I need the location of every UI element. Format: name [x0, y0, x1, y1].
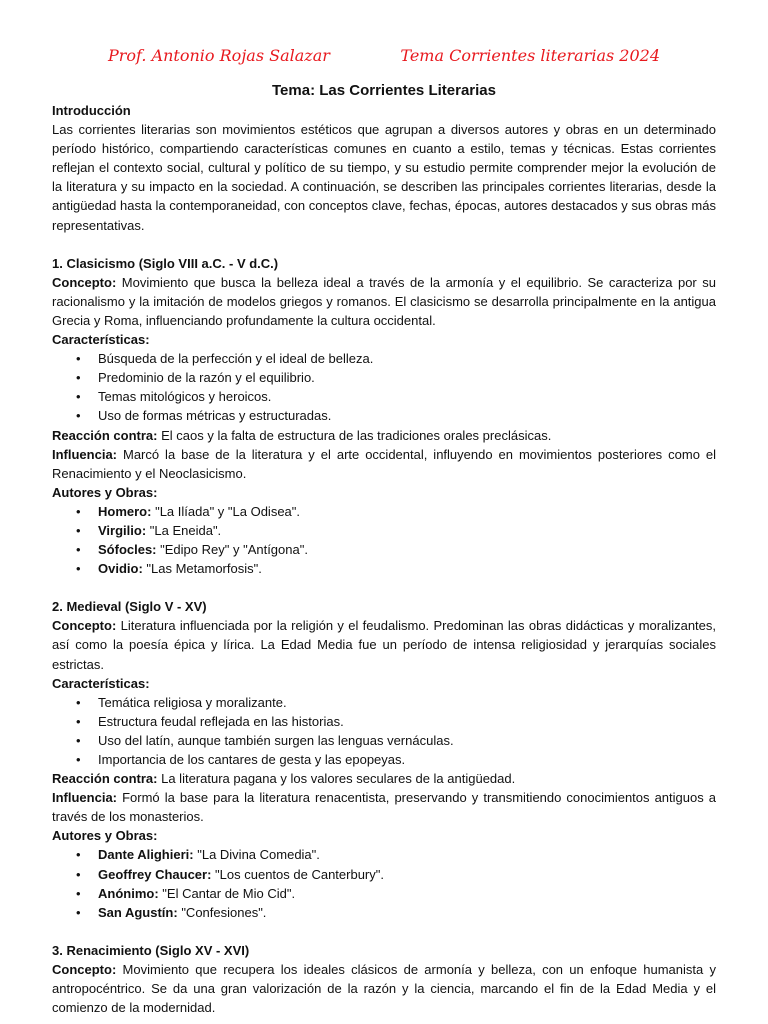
autores-list — [52, 502, 716, 578]
section-title: 2. Medieval (Siglo V - XV) — [52, 599, 207, 615]
list-item — [98, 865, 716, 884]
autores-list — [52, 845, 716, 921]
author-name: Geoffrey Chaucer: — [98, 866, 212, 882]
list-item — [98, 521, 716, 540]
list-item: • Estructura feudal reflejada en las historias. — [98, 712, 716, 731]
concepto-text: Movimiento que recupera los ideales clásicos de armonía y belleza, con un enfoque humanista y antropocéntrico. Se da una gran valorización de la razón y la ciencia, marcando el fin de la Edad Media y el comienzo de la modernidad. — [52, 961, 716, 1016]
author-works: "El Cantar de Mio Cid". — [162, 885, 296, 901]
concepto-paragraph — [52, 273, 716, 330]
author-works: "Confesiones". — [181, 904, 267, 920]
document-body — [52, 101, 716, 1017]
caracteristicas-label: Características: — [52, 332, 150, 348]
concepto-text: Literatura influenciada por la religión y el feudalismo. Predominan las obras didácticas y moralizantes, así como la poesía épica y lírica. La Edad Media fue un período de intensa religiosidad y jerarquías sociales estrictas. — [52, 618, 716, 672]
header-author: Prof. Antonio Rojas Salazar — [108, 46, 330, 65]
reaccion-label: Reacción contra: — [52, 427, 158, 443]
author-name: Ovidio: — [98, 561, 143, 577]
concepto-paragraph — [52, 616, 716, 673]
reaccion-paragraph — [52, 426, 716, 445]
influencia-text: Marcó la base de la literatura y el arte occidental, influyendo en movimientos posteriores como el Renacimiento y el Neoclasicismo. — [52, 446, 716, 481]
section-title: 3. Renacimiento (Siglo XV - XVI) — [52, 942, 250, 958]
list-item — [98, 903, 716, 922]
list-item — [98, 502, 716, 521]
author-works: "Las Metamorfosis". — [146, 561, 262, 577]
list-item: • Uso de formas métricas y estructuradas. — [98, 406, 716, 425]
influencia-text: Formó la base para la literatura renacentista, preservando y transmitiendo conocimientos antiguos a través de los monasterios. — [52, 790, 716, 825]
reaccion-paragraph — [52, 769, 716, 788]
list-item: • Predominio de la razón y el equilibrio. — [98, 368, 716, 387]
intro-heading: Introducción — [52, 103, 131, 118]
document-title: Tema: Las Corrientes Literarias — [272, 82, 496, 99]
author-works: "La Ilíada" y "La Odisea". — [155, 503, 301, 519]
caracteristicas-label: Características: — [52, 675, 150, 691]
concepto-label: Concepto: — [52, 274, 117, 290]
caracteristicas-list — [52, 349, 716, 425]
list-item — [98, 845, 716, 864]
author-name: Virgilio: — [98, 522, 147, 538]
concepto-paragraph — [52, 960, 716, 1017]
author-works: "La Eneida". — [149, 522, 222, 538]
page-header — [52, 46, 716, 76]
author-name: Sófocles: — [98, 542, 157, 558]
concepto-label: Concepto: — [52, 618, 117, 634]
list-item: • Temas mitológicos y heroicos. — [98, 387, 716, 406]
list-item — [98, 559, 716, 578]
author-name: Anónimo: — [98, 885, 159, 901]
influencia-label: Influencia: — [52, 446, 118, 462]
autores-label: Autores y Obras: — [52, 484, 158, 500]
list-item: • Búsqueda de la perfección y el ideal de belleza. — [98, 349, 716, 368]
influencia-paragraph — [52, 445, 716, 483]
author-works: "La Divina Comedia". — [197, 847, 320, 863]
autores-label: Autores y Obras: — [52, 828, 158, 844]
author-name: Dante Alighieri: — [98, 847, 194, 863]
section-title: 1. Clasicismo (Siglo VIII a.C. - V d.C.) — [52, 255, 279, 271]
author-name: San Agustín: — [98, 904, 178, 920]
influencia-paragraph — [52, 788, 716, 826]
list-item: • Importancia de los cantares de gesta y las epopeyas. — [98, 750, 716, 769]
list-item — [98, 884, 716, 903]
author-works: "Los cuentos de Canterbury". — [215, 866, 384, 882]
reaccion-text: El caos y la falta de estructura de las tradiciones orales preclásicas. — [161, 427, 552, 443]
intro-paragraph: Las corrientes literarias son movimientos estéticos que agrupan a diversos autores y obras en un determinado período histórico, compartiendo características comunes en cuanto a estilo, temas y técnicas. Estas corrientes reflejan el contexto social, cultural y político de su tiempo, y su estudio permite comprender mejor la evolución de la literatura y su impacto en la sociedad. A continuación, se describen las principales corrientes literarias, desde la antigüedad hasta la contemporaneidad, con conceptos clave, fechas, épocas, autores destacados y sus obras más representativas. — [52, 122, 716, 233]
list-item: • Temática religiosa y moralizante. — [98, 693, 716, 712]
influencia-label: Influencia: — [52, 790, 118, 806]
reaccion-text: La literatura pagana y los valores seculares de la antigüedad. — [161, 771, 516, 787]
list-item: • Uso del latín, aunque también surgen las lenguas vernáculas. — [98, 731, 716, 750]
author-name: Homero: — [98, 503, 152, 519]
header-topic: Tema Corrientes literarias 2024 — [400, 46, 660, 65]
concepto-text: Movimiento que busca la belleza ideal a través de la armonía y el equilibrio. Se caracteriza por su racionalismo y la imitación de modelos griegos y romanos. El clasicismo se desarrolla principalmente en la antigua Grecia y Roma, influenciando profundamente la cultura occidental. — [52, 274, 716, 328]
reaccion-label: Reacción contra: — [52, 771, 158, 787]
author-works: "Edipo Rey" y "Antígona". — [160, 542, 308, 558]
caracteristicas-list — [52, 693, 716, 769]
list-item — [98, 540, 716, 559]
concepto-label: Concepto: — [52, 961, 117, 977]
